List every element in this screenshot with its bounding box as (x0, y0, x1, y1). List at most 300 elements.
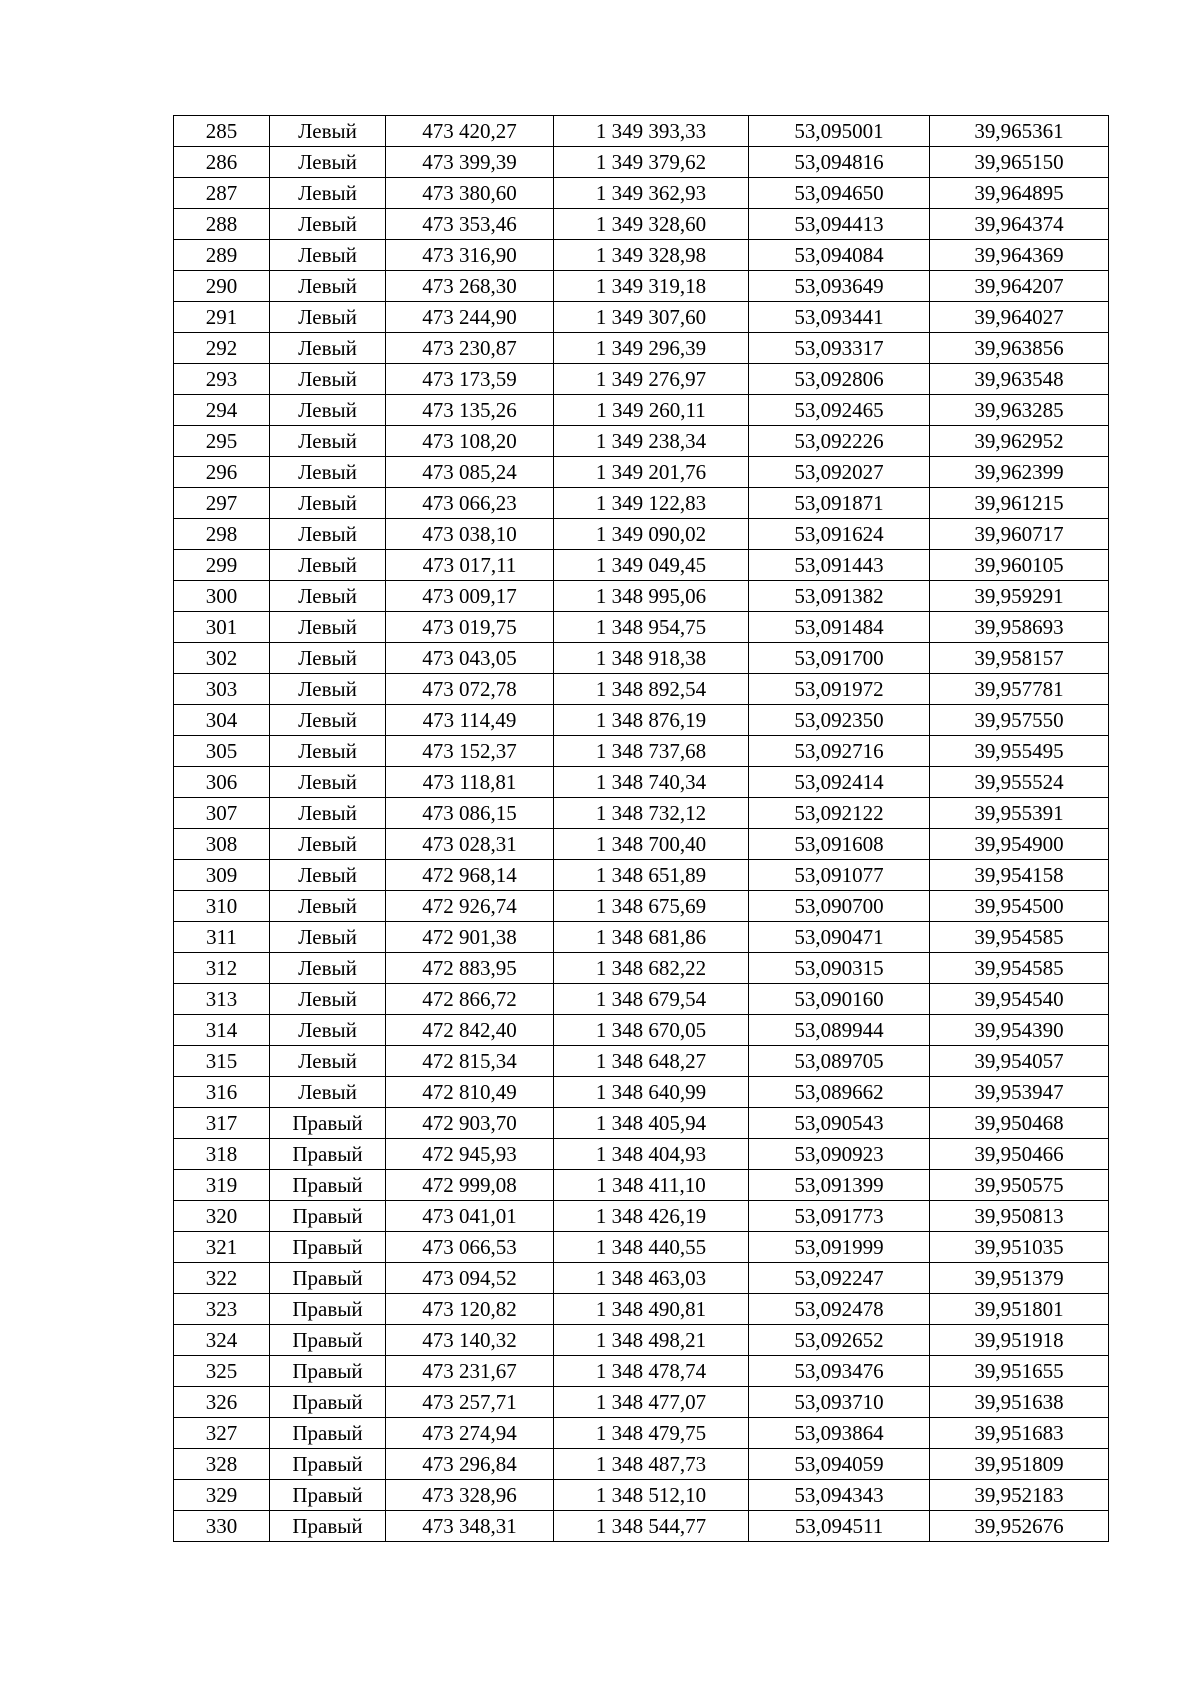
x-coordinate-cell: 473 257,71 (386, 1387, 554, 1418)
y-coordinate-cell: 1 349 260,11 (554, 395, 749, 426)
x-coordinate-cell: 473 173,59 (386, 364, 554, 395)
y-coordinate-cell: 1 349 276,97 (554, 364, 749, 395)
table-row (174, 705, 1109, 736)
point-number-cell: 309 (174, 860, 270, 891)
table-row (174, 116, 1109, 147)
point-number-cell: 297 (174, 488, 270, 519)
latitude-cell: 53,094511 (749, 1511, 930, 1542)
latitude-cell: 53,090700 (749, 891, 930, 922)
side-cell: Левый (270, 488, 386, 519)
longitude-cell: 39,961215 (930, 488, 1109, 519)
longitude-cell: 39,963856 (930, 333, 1109, 364)
table-row (174, 1232, 1109, 1263)
table-row (174, 488, 1109, 519)
y-coordinate-cell: 1 348 479,75 (554, 1418, 749, 1449)
x-coordinate-cell: 473 038,10 (386, 519, 554, 550)
point-number-cell: 296 (174, 457, 270, 488)
table-row (174, 891, 1109, 922)
latitude-cell: 53,092350 (749, 705, 930, 736)
longitude-cell: 39,962952 (930, 426, 1109, 457)
longitude-cell: 39,955391 (930, 798, 1109, 829)
x-coordinate-cell: 472 926,74 (386, 891, 554, 922)
latitude-cell: 53,091382 (749, 581, 930, 612)
x-coordinate-cell: 472 945,93 (386, 1139, 554, 1170)
latitude-cell: 53,089705 (749, 1046, 930, 1077)
x-coordinate-cell: 473 230,87 (386, 333, 554, 364)
latitude-cell: 53,093317 (749, 333, 930, 364)
latitude-cell: 53,092414 (749, 767, 930, 798)
table-row (174, 1201, 1109, 1232)
point-number-cell: 288 (174, 209, 270, 240)
latitude-cell: 53,093710 (749, 1387, 930, 1418)
longitude-cell: 39,965150 (930, 147, 1109, 178)
latitude-cell: 53,094816 (749, 147, 930, 178)
point-number-cell: 289 (174, 240, 270, 271)
longitude-cell: 39,954390 (930, 1015, 1109, 1046)
y-coordinate-cell: 1 348 487,73 (554, 1449, 749, 1480)
side-cell: Правый (270, 1294, 386, 1325)
point-number-cell: 285 (174, 116, 270, 147)
y-coordinate-cell: 1 348 648,27 (554, 1046, 749, 1077)
latitude-cell: 53,095001 (749, 116, 930, 147)
y-coordinate-cell: 1 348 440,55 (554, 1232, 749, 1263)
longitude-cell: 39,954158 (930, 860, 1109, 891)
table-row (174, 1294, 1109, 1325)
y-coordinate-cell: 1 348 740,34 (554, 767, 749, 798)
latitude-cell: 53,091608 (749, 829, 930, 860)
table-row (174, 860, 1109, 891)
y-coordinate-cell: 1 349 307,60 (554, 302, 749, 333)
side-cell: Левый (270, 1077, 386, 1108)
y-coordinate-cell: 1 348 679,54 (554, 984, 749, 1015)
table-row (174, 922, 1109, 953)
latitude-cell: 53,091871 (749, 488, 930, 519)
longitude-cell: 39,954585 (930, 922, 1109, 953)
y-coordinate-cell: 1 349 328,60 (554, 209, 749, 240)
point-number-cell: 304 (174, 705, 270, 736)
longitude-cell: 39,955524 (930, 767, 1109, 798)
latitude-cell: 53,091484 (749, 612, 930, 643)
latitude-cell: 53,093476 (749, 1356, 930, 1387)
latitude-cell: 53,091399 (749, 1170, 930, 1201)
x-coordinate-cell: 472 968,14 (386, 860, 554, 891)
x-coordinate-cell: 473 316,90 (386, 240, 554, 271)
coordinates-table (173, 115, 1109, 1542)
point-number-cell: 317 (174, 1108, 270, 1139)
side-cell: Левый (270, 674, 386, 705)
point-number-cell: 321 (174, 1232, 270, 1263)
table-row (174, 1325, 1109, 1356)
side-cell: Левый (270, 891, 386, 922)
point-number-cell: 292 (174, 333, 270, 364)
y-coordinate-cell: 1 349 379,62 (554, 147, 749, 178)
table-row (174, 581, 1109, 612)
table-row (174, 1077, 1109, 1108)
y-coordinate-cell: 1 349 328,98 (554, 240, 749, 271)
side-cell: Левый (270, 209, 386, 240)
longitude-cell: 39,954540 (930, 984, 1109, 1015)
point-number-cell: 308 (174, 829, 270, 860)
longitude-cell: 39,951035 (930, 1232, 1109, 1263)
point-number-cell: 298 (174, 519, 270, 550)
y-coordinate-cell: 1 348 737,68 (554, 736, 749, 767)
table-row (174, 426, 1109, 457)
y-coordinate-cell: 1 349 122,83 (554, 488, 749, 519)
table-row (174, 1356, 1109, 1387)
point-number-cell: 294 (174, 395, 270, 426)
y-coordinate-cell: 1 349 238,34 (554, 426, 749, 457)
x-coordinate-cell: 473 348,31 (386, 1511, 554, 1542)
latitude-cell: 53,094413 (749, 209, 930, 240)
side-cell: Левый (270, 643, 386, 674)
latitude-cell: 53,091700 (749, 643, 930, 674)
side-cell: Правый (270, 1108, 386, 1139)
y-coordinate-cell: 1 348 478,74 (554, 1356, 749, 1387)
latitude-cell: 53,091077 (749, 860, 930, 891)
y-coordinate-cell: 1 348 404,93 (554, 1139, 749, 1170)
point-number-cell: 330 (174, 1511, 270, 1542)
side-cell: Левый (270, 984, 386, 1015)
y-coordinate-cell: 1 348 405,94 (554, 1108, 749, 1139)
x-coordinate-cell: 473 019,75 (386, 612, 554, 643)
point-number-cell: 329 (174, 1480, 270, 1511)
side-cell: Левый (270, 922, 386, 953)
side-cell: Правый (270, 1170, 386, 1201)
point-number-cell: 316 (174, 1077, 270, 1108)
point-number-cell: 301 (174, 612, 270, 643)
y-coordinate-cell: 1 348 892,54 (554, 674, 749, 705)
point-number-cell: 290 (174, 271, 270, 302)
table-row (174, 1449, 1109, 1480)
side-cell: Левый (270, 240, 386, 271)
side-cell: Левый (270, 364, 386, 395)
table-row (174, 364, 1109, 395)
side-cell: Правый (270, 1387, 386, 1418)
table-row (174, 240, 1109, 271)
longitude-cell: 39,952183 (930, 1480, 1109, 1511)
longitude-cell: 39,951638 (930, 1387, 1109, 1418)
y-coordinate-cell: 1 349 049,45 (554, 550, 749, 581)
side-cell: Правый (270, 1511, 386, 1542)
side-cell: Правый (270, 1201, 386, 1232)
longitude-cell: 39,958693 (930, 612, 1109, 643)
longitude-cell: 39,951655 (930, 1356, 1109, 1387)
side-cell: Левый (270, 550, 386, 581)
latitude-cell: 53,091443 (749, 550, 930, 581)
point-number-cell: 325 (174, 1356, 270, 1387)
point-number-cell: 323 (174, 1294, 270, 1325)
longitude-cell: 39,964369 (930, 240, 1109, 271)
longitude-cell: 39,957781 (930, 674, 1109, 705)
y-coordinate-cell: 1 349 296,39 (554, 333, 749, 364)
x-coordinate-cell: 473 152,37 (386, 736, 554, 767)
latitude-cell: 53,090543 (749, 1108, 930, 1139)
x-coordinate-cell: 472 901,38 (386, 922, 554, 953)
x-coordinate-cell: 473 086,15 (386, 798, 554, 829)
point-number-cell: 293 (174, 364, 270, 395)
longitude-cell: 39,963285 (930, 395, 1109, 426)
x-coordinate-cell: 472 810,49 (386, 1077, 554, 1108)
x-coordinate-cell: 473 066,23 (386, 488, 554, 519)
side-cell: Левый (270, 333, 386, 364)
x-coordinate-cell: 473 072,78 (386, 674, 554, 705)
latitude-cell: 53,094084 (749, 240, 930, 271)
longitude-cell: 39,951683 (930, 1418, 1109, 1449)
table-row (174, 829, 1109, 860)
table-row (174, 1046, 1109, 1077)
y-coordinate-cell: 1 348 463,03 (554, 1263, 749, 1294)
side-cell: Левый (270, 1015, 386, 1046)
side-cell: Левый (270, 457, 386, 488)
longitude-cell: 39,965361 (930, 116, 1109, 147)
side-cell: Левый (270, 519, 386, 550)
latitude-cell: 53,089944 (749, 1015, 930, 1046)
latitude-cell: 53,092478 (749, 1294, 930, 1325)
table-row (174, 457, 1109, 488)
x-coordinate-cell: 473 017,11 (386, 550, 554, 581)
latitude-cell: 53,089662 (749, 1077, 930, 1108)
y-coordinate-cell: 1 349 362,93 (554, 178, 749, 209)
point-number-cell: 300 (174, 581, 270, 612)
table-row (174, 302, 1109, 333)
table-row (174, 209, 1109, 240)
coordinates-table-body (174, 116, 1109, 1542)
latitude-cell: 53,092247 (749, 1263, 930, 1294)
point-number-cell: 328 (174, 1449, 270, 1480)
y-coordinate-cell: 1 348 512,10 (554, 1480, 749, 1511)
y-coordinate-cell: 1 348 954,75 (554, 612, 749, 643)
x-coordinate-cell: 472 883,95 (386, 953, 554, 984)
longitude-cell: 39,953947 (930, 1077, 1109, 1108)
x-coordinate-cell: 473 066,53 (386, 1232, 554, 1263)
point-number-cell: 319 (174, 1170, 270, 1201)
y-coordinate-cell: 1 348 640,99 (554, 1077, 749, 1108)
longitude-cell: 39,957550 (930, 705, 1109, 736)
longitude-cell: 39,954057 (930, 1046, 1109, 1077)
latitude-cell: 53,090471 (749, 922, 930, 953)
x-coordinate-cell: 473 009,17 (386, 581, 554, 612)
side-cell: Левый (270, 395, 386, 426)
y-coordinate-cell: 1 348 732,12 (554, 798, 749, 829)
x-coordinate-cell: 473 380,60 (386, 178, 554, 209)
latitude-cell: 53,093864 (749, 1418, 930, 1449)
table-row (174, 550, 1109, 581)
longitude-cell: 39,950813 (930, 1201, 1109, 1232)
y-coordinate-cell: 1 348 411,10 (554, 1170, 749, 1201)
latitude-cell: 53,092652 (749, 1325, 930, 1356)
table-row (174, 736, 1109, 767)
side-cell: Правый (270, 1356, 386, 1387)
side-cell: Правый (270, 1232, 386, 1263)
longitude-cell: 39,950575 (930, 1170, 1109, 1201)
longitude-cell: 39,964207 (930, 271, 1109, 302)
x-coordinate-cell: 473 274,94 (386, 1418, 554, 1449)
longitude-cell: 39,951801 (930, 1294, 1109, 1325)
side-cell: Правый (270, 1325, 386, 1356)
latitude-cell: 53,094343 (749, 1480, 930, 1511)
point-number-cell: 295 (174, 426, 270, 457)
table-row (174, 333, 1109, 364)
point-number-cell: 303 (174, 674, 270, 705)
point-number-cell: 313 (174, 984, 270, 1015)
point-number-cell: 312 (174, 953, 270, 984)
longitude-cell: 39,963548 (930, 364, 1109, 395)
y-coordinate-cell: 1 348 651,89 (554, 860, 749, 891)
side-cell: Левый (270, 736, 386, 767)
y-coordinate-cell: 1 348 670,05 (554, 1015, 749, 1046)
longitude-cell: 39,954900 (930, 829, 1109, 860)
y-coordinate-cell: 1 349 090,02 (554, 519, 749, 550)
y-coordinate-cell: 1 348 490,81 (554, 1294, 749, 1325)
latitude-cell: 53,094059 (749, 1449, 930, 1480)
x-coordinate-cell: 473 244,90 (386, 302, 554, 333)
side-cell: Левый (270, 271, 386, 302)
y-coordinate-cell: 1 349 201,76 (554, 457, 749, 488)
latitude-cell: 53,090160 (749, 984, 930, 1015)
point-number-cell: 306 (174, 767, 270, 798)
latitude-cell: 53,092716 (749, 736, 930, 767)
table-row (174, 1263, 1109, 1294)
y-coordinate-cell: 1 348 426,19 (554, 1201, 749, 1232)
x-coordinate-cell: 473 043,05 (386, 643, 554, 674)
y-coordinate-cell: 1 348 544,77 (554, 1511, 749, 1542)
y-coordinate-cell: 1 348 675,69 (554, 891, 749, 922)
x-coordinate-cell: 473 268,30 (386, 271, 554, 302)
side-cell: Левый (270, 302, 386, 333)
longitude-cell: 39,955495 (930, 736, 1109, 767)
longitude-cell: 39,950466 (930, 1139, 1109, 1170)
point-number-cell: 286 (174, 147, 270, 178)
side-cell: Правый (270, 1449, 386, 1480)
side-cell: Левый (270, 767, 386, 798)
x-coordinate-cell: 473 028,31 (386, 829, 554, 860)
table-row (174, 271, 1109, 302)
point-number-cell: 327 (174, 1418, 270, 1449)
x-coordinate-cell: 473 094,52 (386, 1263, 554, 1294)
y-coordinate-cell: 1 348 498,21 (554, 1325, 749, 1356)
x-coordinate-cell: 472 866,72 (386, 984, 554, 1015)
latitude-cell: 53,092226 (749, 426, 930, 457)
side-cell: Левый (270, 612, 386, 643)
latitude-cell: 53,092027 (749, 457, 930, 488)
side-cell: Левый (270, 829, 386, 860)
y-coordinate-cell: 1 348 876,19 (554, 705, 749, 736)
table-row (174, 1108, 1109, 1139)
side-cell: Левый (270, 581, 386, 612)
latitude-cell: 53,090923 (749, 1139, 930, 1170)
side-cell: Левый (270, 116, 386, 147)
table-row (174, 1511, 1109, 1542)
x-coordinate-cell: 473 108,20 (386, 426, 554, 457)
point-number-cell: 318 (174, 1139, 270, 1170)
side-cell: Левый (270, 798, 386, 829)
table-row (174, 612, 1109, 643)
point-number-cell: 320 (174, 1201, 270, 1232)
longitude-cell: 39,964374 (930, 209, 1109, 240)
point-number-cell: 302 (174, 643, 270, 674)
point-number-cell: 307 (174, 798, 270, 829)
latitude-cell: 53,093649 (749, 271, 930, 302)
y-coordinate-cell: 1 348 682,22 (554, 953, 749, 984)
point-number-cell: 311 (174, 922, 270, 953)
longitude-cell: 39,959291 (930, 581, 1109, 612)
x-coordinate-cell: 473 399,39 (386, 147, 554, 178)
x-coordinate-cell: 473 118,81 (386, 767, 554, 798)
x-coordinate-cell: 473 041,01 (386, 1201, 554, 1232)
x-coordinate-cell: 472 999,08 (386, 1170, 554, 1201)
longitude-cell: 39,960105 (930, 550, 1109, 581)
table-row (174, 1387, 1109, 1418)
x-coordinate-cell: 473 135,26 (386, 395, 554, 426)
x-coordinate-cell: 472 903,70 (386, 1108, 554, 1139)
x-coordinate-cell: 472 815,34 (386, 1046, 554, 1077)
table-row (174, 767, 1109, 798)
longitude-cell: 39,954585 (930, 953, 1109, 984)
side-cell: Правый (270, 1418, 386, 1449)
latitude-cell: 53,091972 (749, 674, 930, 705)
side-cell: Левый (270, 178, 386, 209)
side-cell: Левый (270, 953, 386, 984)
latitude-cell: 53,093441 (749, 302, 930, 333)
point-number-cell: 315 (174, 1046, 270, 1077)
table-row (174, 147, 1109, 178)
longitude-cell: 39,952676 (930, 1511, 1109, 1542)
x-coordinate-cell: 473 231,67 (386, 1356, 554, 1387)
table-row (174, 1170, 1109, 1201)
x-coordinate-cell: 473 140,32 (386, 1325, 554, 1356)
x-coordinate-cell: 473 420,27 (386, 116, 554, 147)
side-cell: Правый (270, 1263, 386, 1294)
side-cell: Левый (270, 1046, 386, 1077)
table-row (174, 395, 1109, 426)
side-cell: Левый (270, 705, 386, 736)
point-number-cell: 314 (174, 1015, 270, 1046)
latitude-cell: 53,092806 (749, 364, 930, 395)
y-coordinate-cell: 1 348 681,86 (554, 922, 749, 953)
y-coordinate-cell: 1 348 477,07 (554, 1387, 749, 1418)
longitude-cell: 39,960717 (930, 519, 1109, 550)
table-row (174, 984, 1109, 1015)
point-number-cell: 326 (174, 1387, 270, 1418)
side-cell: Левый (270, 426, 386, 457)
longitude-cell: 39,951918 (930, 1325, 1109, 1356)
latitude-cell: 53,094650 (749, 178, 930, 209)
y-coordinate-cell: 1 348 995,06 (554, 581, 749, 612)
y-coordinate-cell: 1 348 700,40 (554, 829, 749, 860)
side-cell: Левый (270, 147, 386, 178)
longitude-cell: 39,954500 (930, 891, 1109, 922)
x-coordinate-cell: 473 353,46 (386, 209, 554, 240)
latitude-cell: 53,091773 (749, 1201, 930, 1232)
point-number-cell: 291 (174, 302, 270, 333)
table-row (174, 178, 1109, 209)
table-row (174, 519, 1109, 550)
latitude-cell: 53,091624 (749, 519, 930, 550)
table-row (174, 798, 1109, 829)
latitude-cell: 53,092465 (749, 395, 930, 426)
x-coordinate-cell: 473 085,24 (386, 457, 554, 488)
x-coordinate-cell: 473 296,84 (386, 1449, 554, 1480)
y-coordinate-cell: 1 348 918,38 (554, 643, 749, 674)
table-row (174, 1418, 1109, 1449)
point-number-cell: 322 (174, 1263, 270, 1294)
latitude-cell: 53,092122 (749, 798, 930, 829)
point-number-cell: 310 (174, 891, 270, 922)
longitude-cell: 39,951379 (930, 1263, 1109, 1294)
x-coordinate-cell: 473 328,96 (386, 1480, 554, 1511)
y-coordinate-cell: 1 349 393,33 (554, 116, 749, 147)
side-cell: Правый (270, 1480, 386, 1511)
